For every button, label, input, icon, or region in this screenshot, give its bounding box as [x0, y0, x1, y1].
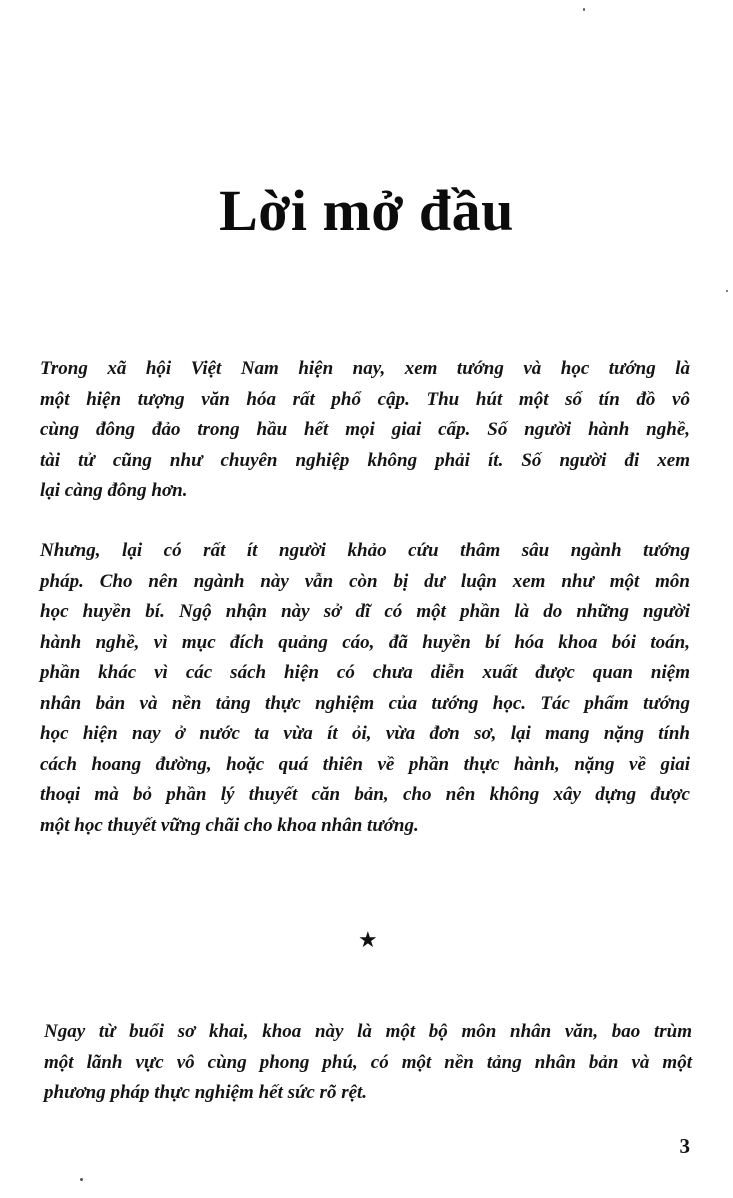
paragraph-intro — [40, 354, 690, 507]
text-line: một học thuyết vững chãi cho khoa nhân tướng. — [40, 814, 419, 836]
text-line: phần khác vì các sách hiện có chưa diễn xuất được quan niệm — [40, 662, 690, 683]
text-line: phương pháp thực nghiệm hết sức rõ rệt. — [44, 1082, 368, 1103]
text-line: học huyền bí. Ngộ nhận này sở dĩ có một phần là do những người — [40, 601, 690, 622]
text-line: thoại mà bỏ phần lý thuyết căn bản, cho nên không xây dựng được — [40, 784, 690, 805]
text-line: một lãnh vực vô cùng phong phú, có một nền tảng nhân bản và một — [44, 1051, 692, 1073]
scan-speck — [726, 290, 728, 292]
text-line: Ngay từ buổi sơ khai, khoa này là một bộ môn nhân văn, bao trùm — [44, 1021, 692, 1042]
text-line: nhân bản và nền tảng thực nghiệm của tướng học. Tác phẩm tướng — [40, 692, 690, 714]
text-line: Nhưng, lại có rất ít người khảo cứu thâm sâu ngành tướng — [40, 540, 690, 561]
paragraph-second — [40, 536, 690, 841]
page-number: 3 — [679, 1134, 690, 1158]
scan-speck — [583, 8, 585, 11]
text-line: Trong xã hội Việt Nam hiện nay, xem tướng và học tướng là — [40, 358, 690, 379]
text-line: tài tử cũng như chuyên nghiệp không phải ít. Số người đi xem — [40, 449, 690, 471]
text-line: cách hoang đường, hoặc quá thiên về phần thực hành, nặng về giai — [40, 753, 690, 775]
text-line: cùng đông đảo trong hầu hết mọi giai cấp. Số người hành nghề, — [40, 419, 690, 440]
text-line: pháp. Cho nên ngành này vẫn còn bị dư luận xem như một môn — [40, 570, 690, 592]
text-line: lại càng đông hơn. — [40, 480, 188, 501]
page-title: Lời mở đầu — [219, 178, 514, 243]
paragraph-third — [44, 1017, 692, 1109]
star-separator-icon: ★ — [358, 927, 378, 952]
scan-speck — [80, 1178, 83, 1181]
text-line: học hiện nay ở nước ta vừa ít ỏi, vừa đơn sơ, lại mang nặng tính — [40, 723, 690, 744]
text-line: một hiện tượng văn hóa rất phổ cập. Thu hút một số tín đồ vô — [40, 388, 690, 410]
text-line: hành nghề, vì mục đích quảng cáo, đã huyền bí hóa khoa bói toán, — [40, 631, 690, 653]
